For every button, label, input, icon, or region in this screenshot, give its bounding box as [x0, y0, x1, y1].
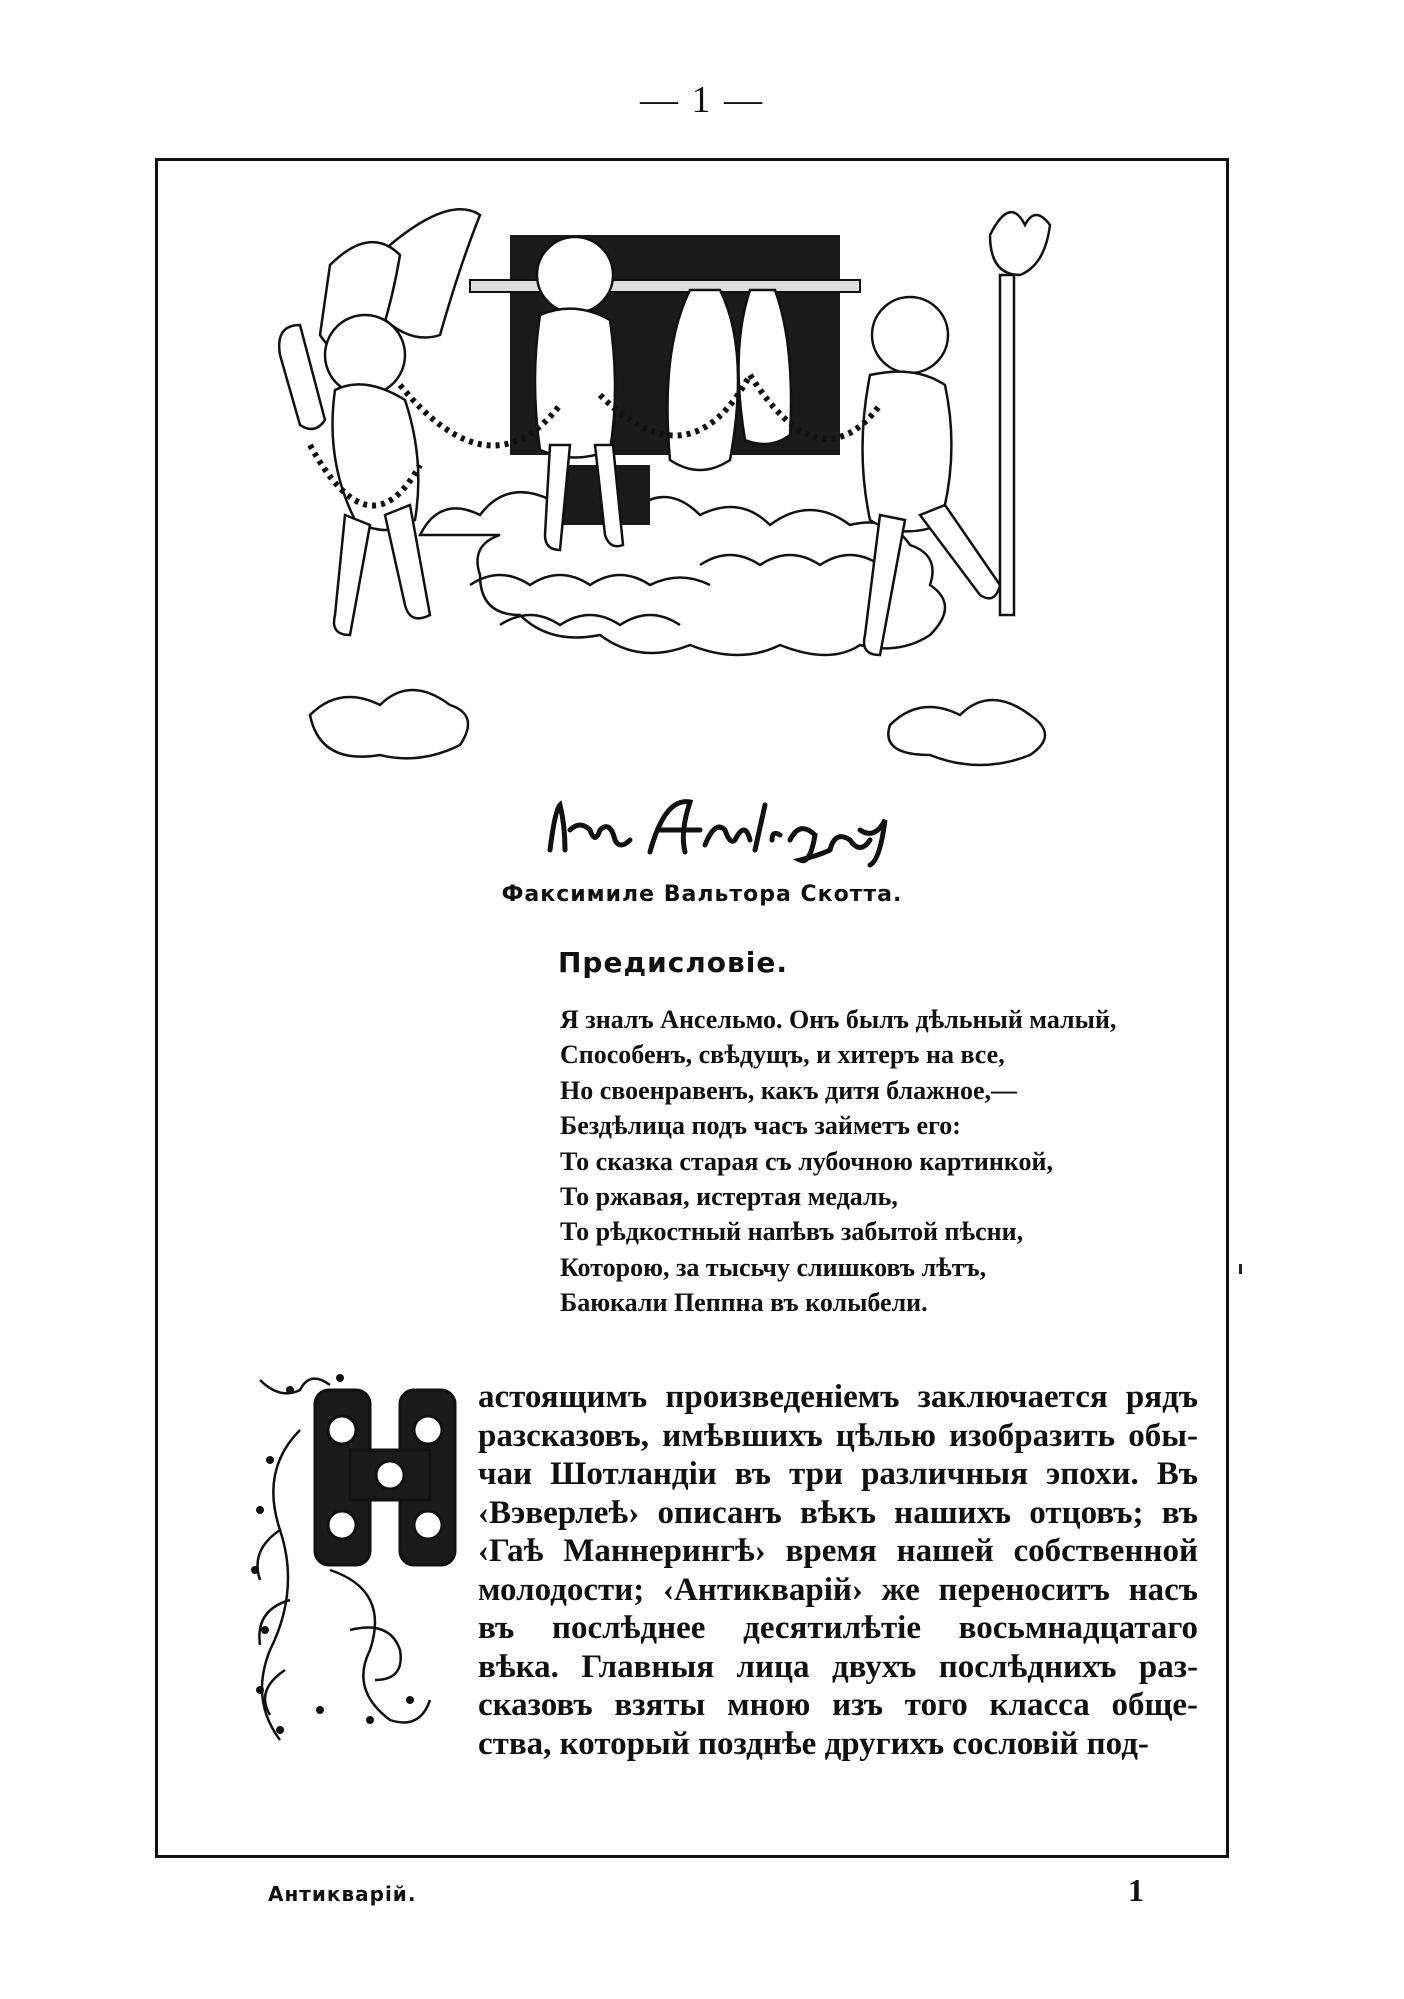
- handwritten-signature-icon: [540, 790, 900, 870]
- body-line: ‹Вэверлеѣ› описанъ вѣкъ нашихъ отцовъ; въ: [478, 1494, 1198, 1531]
- epigraph-line: То ржавая, истертая медаль,: [560, 1182, 898, 1212]
- body-line: ства, который позднѣе другихъ сословій под-: [478, 1725, 1149, 1762]
- body-line: сказовъ взяты мною изъ того класса обще-: [478, 1687, 1198, 1723]
- cherubs-engraving-icon: [270, 205, 1110, 775]
- facsimile-caption: Факсимиле Вальтора Скотта.: [501, 882, 903, 907]
- body-text: [478, 1378, 1198, 1763]
- body-line: молодости; ‹Антикварій› же переноситъ насъ: [478, 1571, 1198, 1608]
- epigraph-line: Но своенравенъ, какъ дитя блажное,—: [560, 1075, 1017, 1105]
- body-line: разсказовъ, имѣвшихъ цѣлью изобразить обы-: [478, 1417, 1198, 1454]
- body-line: астоящимъ произведеніемъ заключается рядъ: [478, 1379, 1198, 1415]
- epigraph-line: Баюкали Пеппна въ колыбели.: [560, 1288, 928, 1318]
- body-line: вѣка. Главныя лица двухъ послѣднихъ раз-: [478, 1648, 1198, 1685]
- body-line: въ послѣднее десятилѣтіе восьмнадцатаго: [478, 1610, 1198, 1646]
- epigraph-line: То рѣдкостный напѣвъ забытой пѣсни,: [560, 1217, 1024, 1247]
- footer-title: Антикварій.: [268, 1882, 417, 1906]
- preface-title: Предисловіе.: [558, 946, 788, 979]
- epigraph-line: То сказка старая съ лубочною картинкой,: [560, 1146, 1053, 1176]
- epigraph-line: Которою, за тысьчу слишковъ лѣтъ,: [560, 1252, 987, 1282]
- epigraph-line: Способенъ, свѣдущъ, и хитеръ на все,: [560, 1040, 1005, 1070]
- body-line: ‹Гаѣ Маннерингѣ› время нашей собственной: [478, 1533, 1198, 1569]
- signature-mark: 1: [1128, 1872, 1144, 1908]
- decorative-initial-icon: [240, 1370, 490, 1750]
- epigraph-line: Бездѣлица подъ часъ займетъ его:: [560, 1111, 961, 1141]
- epigraph-line: Я зналъ Ансельмо. Онъ былъ дѣльный малый,: [560, 1005, 1117, 1034]
- print-speck: [1239, 1264, 1242, 1274]
- page-number: — 1 —: [640, 79, 764, 121]
- epigraph: [560, 1002, 1260, 1321]
- body-line: чаи Шотландіи въ три различныя эпохи. Въ: [478, 1456, 1198, 1492]
